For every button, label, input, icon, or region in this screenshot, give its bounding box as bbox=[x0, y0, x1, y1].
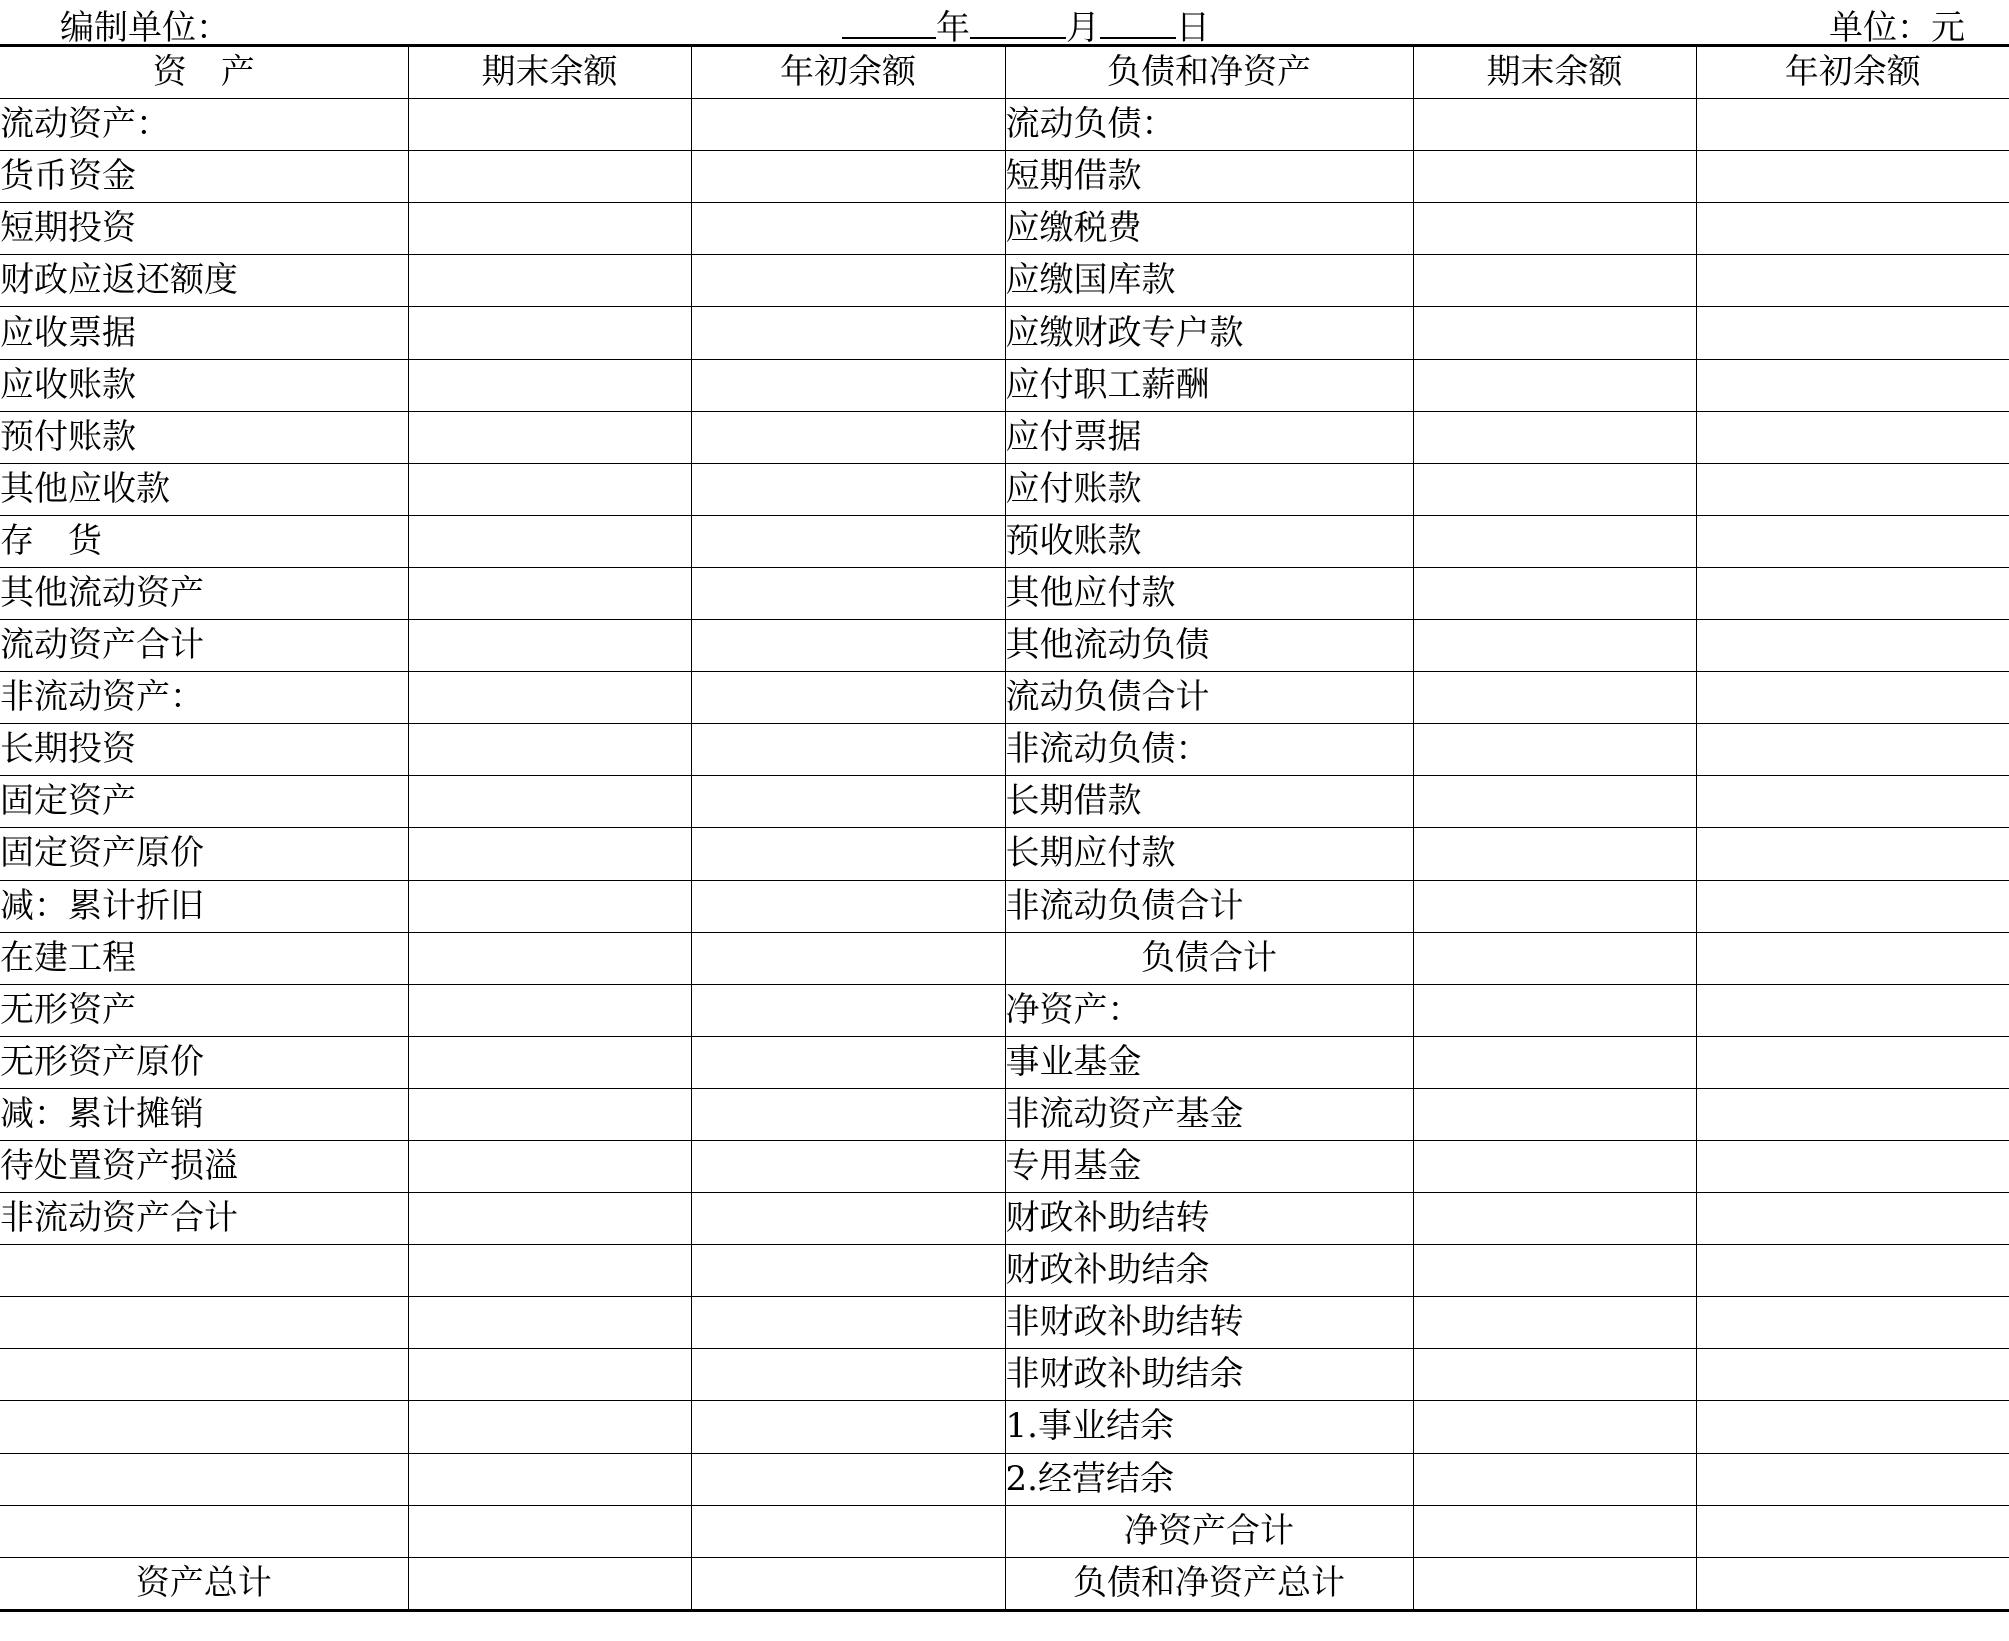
asset-end-balance-cell[interactable] bbox=[408, 515, 691, 567]
col-header-liab-end-balance: 期末余额 bbox=[1413, 46, 1696, 99]
asset-begin-balance-cell[interactable] bbox=[691, 1401, 1005, 1453]
liability-item-label: 负债和净资产总计 bbox=[1005, 1557, 1413, 1610]
liability-item-label: 1.事业结余 bbox=[1005, 1401, 1413, 1453]
liability-item-label: 非财政补助结余 bbox=[1005, 1349, 1413, 1401]
asset-end-balance-cell[interactable] bbox=[408, 1401, 691, 1453]
asset-begin-balance-cell[interactable] bbox=[691, 1349, 1005, 1401]
table-row bbox=[0, 1245, 2009, 1297]
asset-end-balance-cell[interactable] bbox=[408, 1140, 691, 1192]
liability-item-label: 事业基金 bbox=[1005, 1036, 1413, 1088]
asset-item-label: 减：累计折旧 bbox=[0, 880, 408, 932]
asset-end-balance-cell[interactable] bbox=[408, 255, 691, 307]
asset-begin-balance-cell[interactable] bbox=[691, 99, 1005, 151]
asset-item-label: 固定资产 bbox=[0, 776, 408, 828]
year-blank[interactable] bbox=[842, 7, 936, 39]
asset-item-label: 应收票据 bbox=[0, 307, 408, 359]
liability-item-label: 应付账款 bbox=[1005, 463, 1413, 515]
liability-item-label: 预收账款 bbox=[1005, 515, 1413, 567]
asset-end-balance-cell[interactable] bbox=[408, 307, 691, 359]
liability-end-balance-cell[interactable] bbox=[1413, 99, 1696, 151]
table-row bbox=[0, 1557, 2009, 1610]
liability-item-label: 应缴财政专户款 bbox=[1005, 307, 1413, 359]
liability-end-balance-cell[interactable] bbox=[1413, 463, 1696, 515]
table-row bbox=[0, 203, 2009, 255]
asset-item-label: 货币资金 bbox=[0, 151, 408, 203]
asset-begin-balance-cell[interactable] bbox=[691, 567, 1005, 619]
balance-sheet-table bbox=[0, 44, 2009, 1612]
asset-begin-balance-cell[interactable] bbox=[691, 1140, 1005, 1192]
liability-item-label: 非财政补助结转 bbox=[1005, 1297, 1413, 1349]
asset-item-label: 预付账款 bbox=[0, 411, 408, 463]
asset-item-label: 流动资产合计 bbox=[0, 620, 408, 672]
liability-item-label: 净资产合计 bbox=[1005, 1505, 1413, 1557]
liability-begin-balance-cell[interactable] bbox=[1696, 1401, 2009, 1453]
table-row bbox=[0, 1088, 2009, 1140]
col-header-assets-end-balance: 期末余额 bbox=[408, 46, 691, 99]
asset-item-label: 非流动资产： bbox=[0, 672, 408, 724]
report-date bbox=[842, 0, 1210, 49]
table-row bbox=[0, 151, 2009, 203]
table-row bbox=[0, 1140, 2009, 1192]
liability-end-balance-cell[interactable] bbox=[1413, 1245, 1696, 1297]
table-row bbox=[0, 99, 2009, 151]
asset-end-balance-cell[interactable] bbox=[408, 1245, 691, 1297]
liability-item-label: 非流动资产基金 bbox=[1005, 1088, 1413, 1140]
liability-begin-balance-cell[interactable] bbox=[1696, 1140, 2009, 1192]
asset-begin-balance-cell[interactable] bbox=[691, 932, 1005, 984]
table-row bbox=[0, 984, 2009, 1036]
asset-end-balance-cell[interactable] bbox=[408, 1453, 691, 1505]
asset-begin-balance-cell[interactable] bbox=[691, 151, 1005, 203]
asset-begin-balance-cell[interactable] bbox=[691, 724, 1005, 776]
asset-item-label: 其他应收款 bbox=[0, 463, 408, 515]
liability-end-balance-cell[interactable] bbox=[1413, 724, 1696, 776]
liability-end-balance-cell[interactable] bbox=[1413, 411, 1696, 463]
asset-item-label: 待处置资产损溢 bbox=[0, 1140, 408, 1192]
asset-begin-balance-cell[interactable] bbox=[691, 984, 1005, 1036]
asset-begin-balance-cell[interactable] bbox=[691, 411, 1005, 463]
asset-end-balance-cell[interactable] bbox=[408, 411, 691, 463]
asset-end-balance-cell[interactable] bbox=[408, 984, 691, 1036]
asset-begin-balance-cell[interactable] bbox=[691, 307, 1005, 359]
liability-end-balance-cell[interactable] bbox=[1413, 776, 1696, 828]
asset-end-balance-cell[interactable] bbox=[408, 1557, 691, 1610]
month-label: 月 bbox=[1066, 8, 1100, 48]
col-header-assets: 资 产 bbox=[0, 46, 408, 99]
liability-begin-balance-cell[interactable] bbox=[1696, 567, 2009, 619]
asset-item-label: 在建工程 bbox=[0, 932, 408, 984]
asset-item-label: 财政应返还额度 bbox=[0, 255, 408, 307]
liability-end-balance-cell[interactable] bbox=[1413, 359, 1696, 411]
liability-item-label: 负债合计 bbox=[1005, 932, 1413, 984]
liability-end-balance-cell[interactable] bbox=[1413, 828, 1696, 880]
asset-begin-balance-cell[interactable] bbox=[691, 463, 1005, 515]
year-label: 年 bbox=[936, 8, 970, 48]
liability-begin-balance-cell[interactable] bbox=[1696, 1245, 2009, 1297]
asset-item-label bbox=[0, 1297, 408, 1349]
asset-item-label bbox=[0, 1453, 408, 1505]
asset-end-balance-cell[interactable] bbox=[408, 724, 691, 776]
asset-item-label: 固定资产原价 bbox=[0, 828, 408, 880]
liability-item-label: 应缴税费 bbox=[1005, 203, 1413, 255]
liability-begin-balance-cell[interactable] bbox=[1696, 932, 2009, 984]
asset-begin-balance-cell[interactable] bbox=[691, 880, 1005, 932]
asset-end-balance-cell[interactable] bbox=[408, 1193, 691, 1245]
asset-end-balance-cell[interactable] bbox=[408, 1505, 691, 1557]
liability-item-label: 其他应付款 bbox=[1005, 567, 1413, 619]
liability-end-balance-cell[interactable] bbox=[1413, 1140, 1696, 1192]
asset-end-balance-cell[interactable] bbox=[408, 463, 691, 515]
header-row bbox=[0, 46, 2009, 99]
asset-item-label: 短期投资 bbox=[0, 203, 408, 255]
asset-item-label: 减：累计摊销 bbox=[0, 1088, 408, 1140]
asset-begin-balance-cell[interactable] bbox=[691, 1297, 1005, 1349]
table-row bbox=[0, 1193, 2009, 1245]
asset-end-balance-cell[interactable] bbox=[408, 359, 691, 411]
liability-item-label: 应付职工薪酬 bbox=[1005, 359, 1413, 411]
asset-end-balance-cell[interactable] bbox=[408, 932, 691, 984]
asset-end-balance-cell[interactable] bbox=[408, 1036, 691, 1088]
asset-begin-balance-cell[interactable] bbox=[691, 1453, 1005, 1505]
report-header bbox=[0, 0, 2009, 48]
asset-begin-balance-cell[interactable] bbox=[691, 203, 1005, 255]
day-label: 日 bbox=[1176, 8, 1210, 48]
liability-begin-balance-cell[interactable] bbox=[1696, 1453, 2009, 1505]
table-row bbox=[0, 411, 2009, 463]
liability-end-balance-cell[interactable] bbox=[1413, 515, 1696, 567]
table-row bbox=[0, 672, 2009, 724]
liability-begin-balance-cell[interactable] bbox=[1696, 1036, 2009, 1088]
asset-item-label: 资产总计 bbox=[0, 1557, 408, 1610]
liability-item-label: 净资产： bbox=[1005, 984, 1413, 1036]
liability-end-balance-cell[interactable] bbox=[1413, 672, 1696, 724]
asset-begin-balance-cell[interactable] bbox=[691, 1245, 1005, 1297]
table-row bbox=[0, 567, 2009, 619]
liability-item-label: 非流动负债： bbox=[1005, 724, 1413, 776]
liability-begin-balance-cell[interactable] bbox=[1696, 672, 2009, 724]
liability-begin-balance-cell[interactable] bbox=[1696, 307, 2009, 359]
table-row bbox=[0, 463, 2009, 515]
asset-begin-balance-cell[interactable] bbox=[691, 1036, 1005, 1088]
liability-item-label: 流动负债合计 bbox=[1005, 672, 1413, 724]
liability-end-balance-cell[interactable] bbox=[1413, 1453, 1696, 1505]
liability-end-balance-cell[interactable] bbox=[1413, 203, 1696, 255]
liability-end-balance-cell[interactable] bbox=[1413, 1557, 1696, 1610]
liability-begin-balance-cell[interactable] bbox=[1696, 724, 2009, 776]
asset-end-balance-cell[interactable] bbox=[408, 203, 691, 255]
asset-begin-balance-cell[interactable] bbox=[691, 620, 1005, 672]
asset-begin-balance-cell[interactable] bbox=[691, 359, 1005, 411]
table-row bbox=[0, 828, 2009, 880]
liability-item-label: 专用基金 bbox=[1005, 1140, 1413, 1192]
asset-begin-balance-cell[interactable] bbox=[691, 1505, 1005, 1557]
table-row bbox=[0, 880, 2009, 932]
asset-end-balance-cell[interactable] bbox=[408, 776, 691, 828]
table-row bbox=[0, 1453, 2009, 1505]
asset-item-label: 长期投资 bbox=[0, 724, 408, 776]
liability-item-label: 其他流动负债 bbox=[1005, 620, 1413, 672]
liability-begin-balance-cell[interactable] bbox=[1696, 1088, 2009, 1140]
asset-begin-balance-cell[interactable] bbox=[691, 1557, 1005, 1610]
liability-begin-balance-cell[interactable] bbox=[1696, 1193, 2009, 1245]
asset-item-label: 无形资产 bbox=[0, 984, 408, 1036]
liability-item-label: 2.经营结余 bbox=[1005, 1453, 1413, 1505]
liability-begin-balance-cell[interactable] bbox=[1696, 463, 2009, 515]
liability-begin-balance-cell[interactable] bbox=[1696, 1297, 2009, 1349]
liability-item-label: 财政补助结转 bbox=[1005, 1193, 1413, 1245]
liability-item-label: 财政补助结余 bbox=[1005, 1245, 1413, 1297]
asset-begin-balance-cell[interactable] bbox=[691, 828, 1005, 880]
asset-item-label: 无形资产原价 bbox=[0, 1036, 408, 1088]
liability-begin-balance-cell[interactable] bbox=[1696, 515, 2009, 567]
liability-end-balance-cell[interactable] bbox=[1413, 1036, 1696, 1088]
table-row bbox=[0, 1349, 2009, 1401]
liability-end-balance-cell[interactable] bbox=[1413, 255, 1696, 307]
liability-end-balance-cell[interactable] bbox=[1413, 880, 1696, 932]
asset-begin-balance-cell[interactable] bbox=[691, 1088, 1005, 1140]
asset-end-balance-cell[interactable] bbox=[408, 1297, 691, 1349]
asset-end-balance-cell[interactable] bbox=[408, 672, 691, 724]
col-header-liab-begin-balance: 年初余额 bbox=[1696, 46, 2009, 99]
day-blank[interactable] bbox=[1100, 7, 1176, 39]
asset-item-label: 流动资产： bbox=[0, 99, 408, 151]
table-row bbox=[0, 1505, 2009, 1557]
table-row bbox=[0, 255, 2009, 307]
liability-end-balance-cell[interactable] bbox=[1413, 620, 1696, 672]
asset-item-label bbox=[0, 1349, 408, 1401]
liability-begin-balance-cell[interactable] bbox=[1696, 99, 2009, 151]
col-header-liabilities-net-assets: 负债和净资产 bbox=[1005, 46, 1413, 99]
asset-item-label: 存 货 bbox=[0, 515, 408, 567]
liability-end-balance-cell[interactable] bbox=[1413, 1401, 1696, 1453]
liability-begin-balance-cell[interactable] bbox=[1696, 1557, 2009, 1610]
month-blank[interactable] bbox=[970, 7, 1066, 39]
asset-end-balance-cell[interactable] bbox=[408, 880, 691, 932]
asset-end-balance-cell[interactable] bbox=[408, 828, 691, 880]
table-row bbox=[0, 620, 2009, 672]
asset-item-label: 其他流动资产 bbox=[0, 567, 408, 619]
asset-item-label bbox=[0, 1245, 408, 1297]
liability-begin-balance-cell[interactable] bbox=[1696, 776, 2009, 828]
liability-end-balance-cell[interactable] bbox=[1413, 1505, 1696, 1557]
org-label: 编制单位： bbox=[60, 8, 230, 48]
asset-begin-balance-cell[interactable] bbox=[691, 672, 1005, 724]
liability-begin-balance-cell[interactable] bbox=[1696, 620, 2009, 672]
liability-begin-balance-cell[interactable] bbox=[1696, 203, 2009, 255]
liability-begin-balance-cell[interactable] bbox=[1696, 1349, 2009, 1401]
liability-item-label: 流动负债： bbox=[1005, 99, 1413, 151]
asset-end-balance-cell[interactable] bbox=[408, 151, 691, 203]
asset-begin-balance-cell[interactable] bbox=[691, 255, 1005, 307]
asset-begin-balance-cell[interactable] bbox=[691, 515, 1005, 567]
table-row bbox=[0, 359, 2009, 411]
liability-begin-balance-cell[interactable] bbox=[1696, 255, 2009, 307]
liability-begin-balance-cell[interactable] bbox=[1696, 1505, 2009, 1557]
asset-end-balance-cell[interactable] bbox=[408, 1349, 691, 1401]
liability-end-balance-cell[interactable] bbox=[1413, 932, 1696, 984]
liability-begin-balance-cell[interactable] bbox=[1696, 828, 2009, 880]
liability-item-label: 应缴国库款 bbox=[1005, 255, 1413, 307]
table-row bbox=[0, 1297, 2009, 1349]
liability-item-label: 长期借款 bbox=[1005, 776, 1413, 828]
asset-end-balance-cell[interactable] bbox=[408, 567, 691, 619]
liability-begin-balance-cell[interactable] bbox=[1696, 359, 2009, 411]
asset-item-label: 应收账款 bbox=[0, 359, 408, 411]
liability-item-label: 短期借款 bbox=[1005, 151, 1413, 203]
liability-end-balance-cell[interactable] bbox=[1413, 1349, 1696, 1401]
unit-label: 单位：元 bbox=[1829, 8, 1965, 48]
liability-end-balance-cell[interactable] bbox=[1413, 984, 1696, 1036]
liability-begin-balance-cell[interactable] bbox=[1696, 411, 2009, 463]
table-row bbox=[0, 1401, 2009, 1453]
asset-begin-balance-cell[interactable] bbox=[691, 1193, 1005, 1245]
liability-end-balance-cell[interactable] bbox=[1413, 151, 1696, 203]
asset-begin-balance-cell[interactable] bbox=[691, 776, 1005, 828]
liability-end-balance-cell[interactable] bbox=[1413, 567, 1696, 619]
table-row bbox=[0, 776, 2009, 828]
table-row bbox=[0, 307, 2009, 359]
table-row bbox=[0, 515, 2009, 567]
asset-end-balance-cell[interactable] bbox=[408, 620, 691, 672]
asset-item-label: 非流动资产合计 bbox=[0, 1193, 408, 1245]
liability-end-balance-cell[interactable] bbox=[1413, 1088, 1696, 1140]
table-row bbox=[0, 932, 2009, 984]
liability-item-label: 非流动负债合计 bbox=[1005, 880, 1413, 932]
asset-item-label bbox=[0, 1401, 408, 1453]
asset-end-balance-cell[interactable] bbox=[408, 99, 691, 151]
sheet-body bbox=[0, 99, 2009, 1611]
liability-item-label: 应付票据 bbox=[1005, 411, 1413, 463]
liability-end-balance-cell[interactable] bbox=[1413, 307, 1696, 359]
liability-begin-balance-cell[interactable] bbox=[1696, 151, 2009, 203]
liability-begin-balance-cell[interactable] bbox=[1696, 880, 2009, 932]
liability-end-balance-cell[interactable] bbox=[1413, 1193, 1696, 1245]
table-row bbox=[0, 724, 2009, 776]
asset-item-label bbox=[0, 1505, 408, 1557]
asset-end-balance-cell[interactable] bbox=[408, 1088, 691, 1140]
liability-end-balance-cell[interactable] bbox=[1413, 1297, 1696, 1349]
liability-begin-balance-cell[interactable] bbox=[1696, 984, 2009, 1036]
col-header-assets-begin-balance: 年初余额 bbox=[691, 46, 1005, 99]
liability-item-label: 长期应付款 bbox=[1005, 828, 1413, 880]
table-row bbox=[0, 1036, 2009, 1088]
